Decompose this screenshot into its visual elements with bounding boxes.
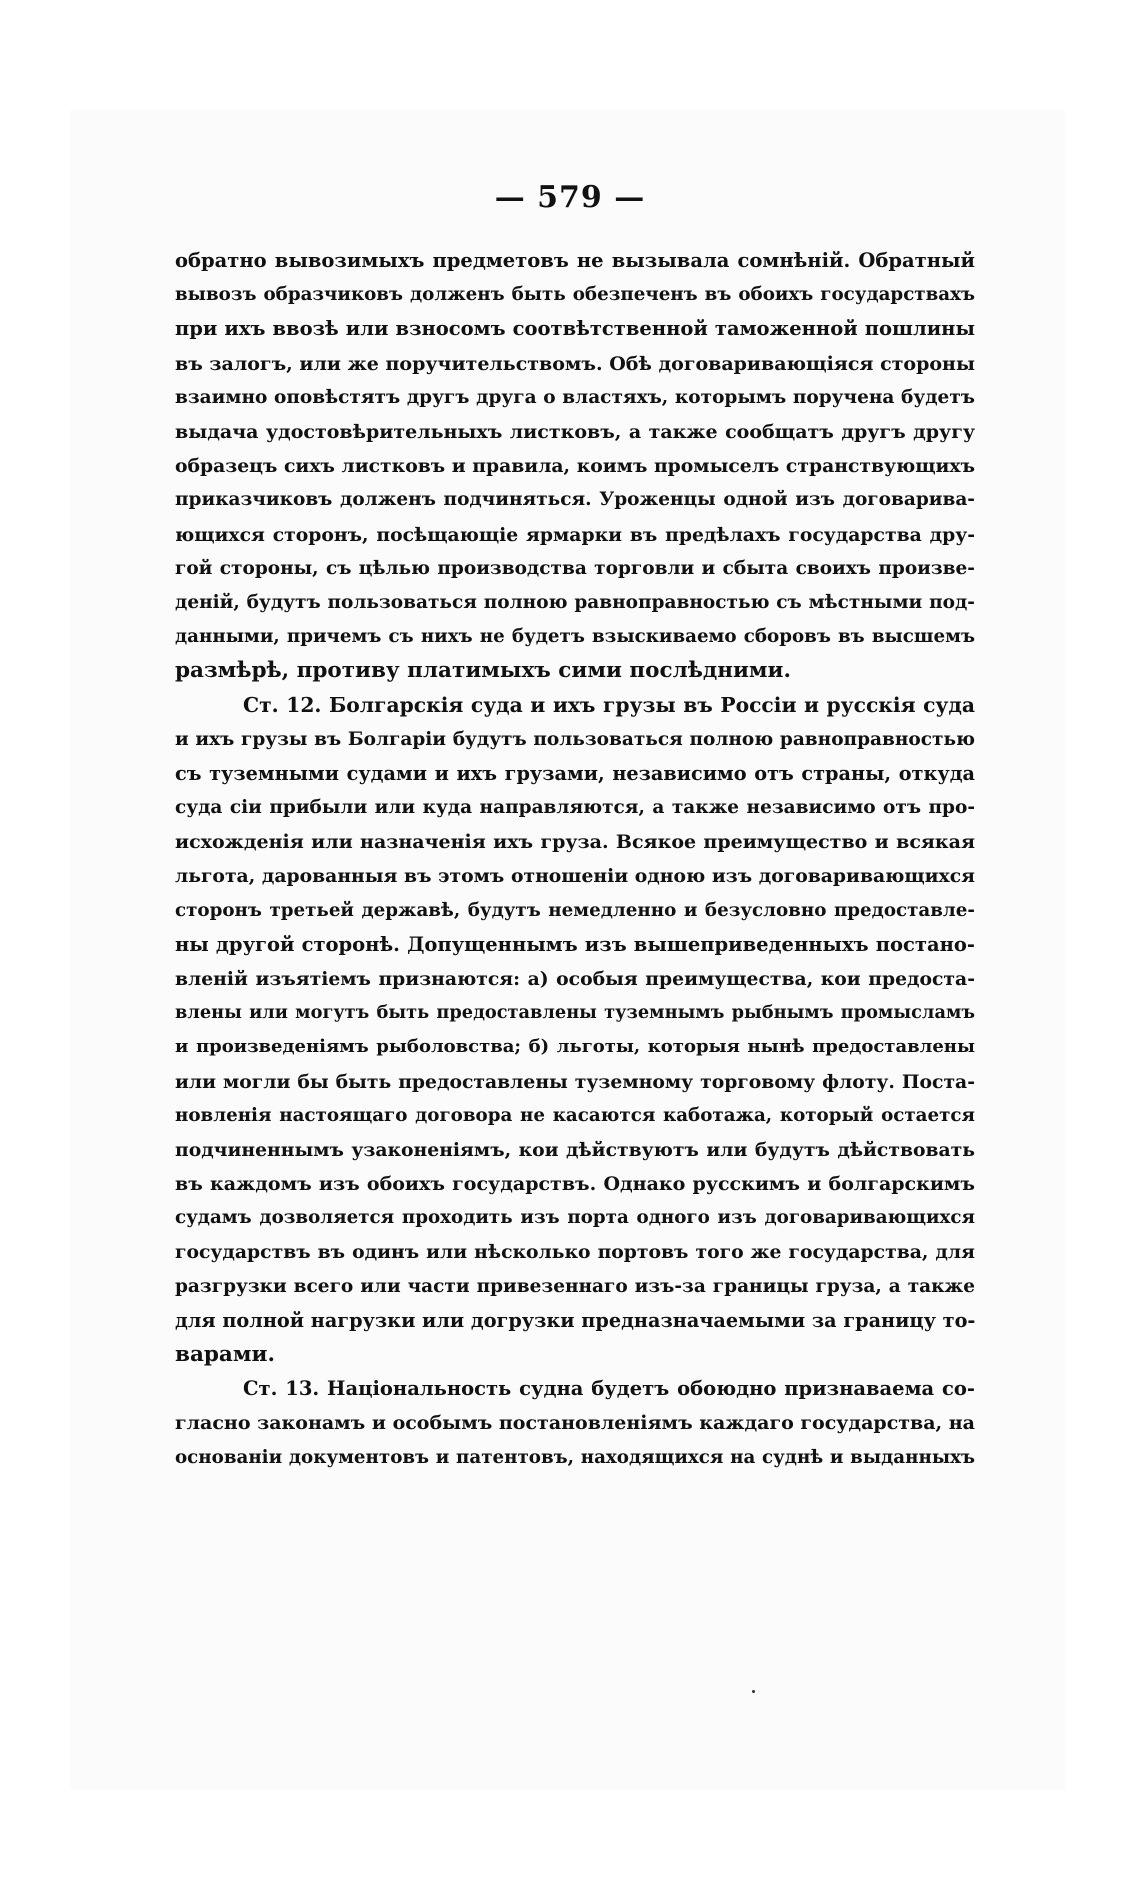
text-line: исхожденія или назначенія ихъ груза. Всякое преимущество и всякая: [175, 831, 975, 854]
text-line: взаимно оповѣстятъ другъ друга о властяхъ, которымъ поручена будетъ: [175, 386, 975, 408]
text-line: государствъ въ одинъ или нѣсколько портовъ того же государства, для: [175, 1241, 975, 1264]
text-line: въ каждомъ изъ обоихъ государствъ. Однако русскимъ и болгарскимъ: [175, 1173, 975, 1196]
text-line: деній, будутъ пользоваться полною равноправностью съ мѣстными под-: [175, 591, 975, 613]
text-line: Ст. 13. Національность судна будетъ обоюдно признаваема со-: [243, 1377, 975, 1401]
text-line: льгота, дарованныя въ этомъ отношеніи одною изъ договаривающихся: [175, 865, 975, 888]
body-text: [175, 244, 975, 1475]
text-line: образецъ сихъ листковъ и правила, коимъ промыселъ странствующихъ: [175, 455, 975, 478]
ink-speck: [752, 1690, 755, 1693]
text-line: при ихъ ввозѣ или взносомъ соотвѣтственной таможенной пошлины: [175, 317, 975, 341]
text-line: судамъ дозволяется проходить изъ порта одного изъ договаривающихся: [175, 1207, 975, 1229]
text-line: для полной нагрузки или догрузки предназначаемыми за границу то-: [175, 1308, 975, 1332]
text-line: подчиненнымъ узаконеніямъ, кои дѣйствуютъ или будутъ дѣйствовать: [175, 1138, 975, 1161]
text-line: суда сіи прибыли или куда направляются, а также независимо отъ про-: [175, 797, 975, 818]
text-line: въ залогъ, или же поручительствомъ. Обѣ договаривающіяся стороны: [175, 352, 975, 375]
text-line: и произведеніямъ рыболовства; б) льготы, которыя нынѣ предоставлены: [175, 1036, 975, 1058]
text-line: разгрузки всего или части привезеннаго изъ-за границы груза, а также: [175, 1275, 975, 1297]
text-line: вленій изъятіемъ признаются: а) особыя преимущества, кои предоста-: [175, 967, 975, 990]
text-line: ны другой сторонѣ. Допущеннымъ изъ вышеприведенныхъ постано-: [175, 932, 975, 956]
text-line: приказчиковъ долженъ подчиняться. Уроженцы одной изъ договарива-: [175, 489, 975, 511]
text-line: новленія настоящаго договора не касаются каботажа, который остается: [175, 1104, 975, 1126]
text-line: влены или могутъ быть предоставлены туземнымъ рыбнымъ промысламъ: [175, 1002, 975, 1024]
text-line: и ихъ грузы въ Болгаріи будутъ пользоваться полною равноправностью: [175, 728, 975, 750]
text-line: размѣрѣ, противу платимыхъ сими послѣдними.: [175, 658, 791, 684]
text-line: съ туземными судами и ихъ грузами, независимо отъ страны, откуда: [175, 761, 975, 785]
text-line: сторонъ третьей державѣ, будутъ немедленно и безусловно предоставле-: [175, 899, 975, 921]
text-line: гласно законамъ и особымъ постановленіямъ каждаго государства, на: [175, 1412, 975, 1435]
text-line: или могли бы быть предоставлены туземному торговому флоту. Поста-: [175, 1070, 975, 1093]
page-number: — 579 —: [494, 180, 646, 215]
text-line: обратно вывозимыхъ предметовъ не вызывала сомнѣній. Обратный: [175, 249, 975, 272]
text-line: основаніи документовъ и патентовъ, находящихся на суднѣ и выданныхъ: [175, 1446, 975, 1468]
text-line: варами.: [175, 1342, 275, 1367]
text-line: гой стороны, съ цѣлью производства торговли и сбыта своихъ произве-: [175, 557, 975, 579]
text-line: данными, причемъ съ нихъ не будетъ взыскиваемо сборовъ въ высшемъ: [175, 626, 975, 648]
text-line: выдача удостовѣрительныхъ листковъ, а также сообщатъ другъ другу: [175, 420, 975, 443]
text-line: Ст. 12. Болгарскія суда и ихъ грузы въ Россіи и русскія суда: [243, 693, 975, 718]
text-line: ющихся сторонъ, посѣщающіе ярмарки въ предѣлахъ государства дру-: [175, 523, 975, 546]
text-line: вывозъ образчиковъ долженъ быть обезпеченъ въ обоихъ государствахъ: [175, 284, 975, 306]
